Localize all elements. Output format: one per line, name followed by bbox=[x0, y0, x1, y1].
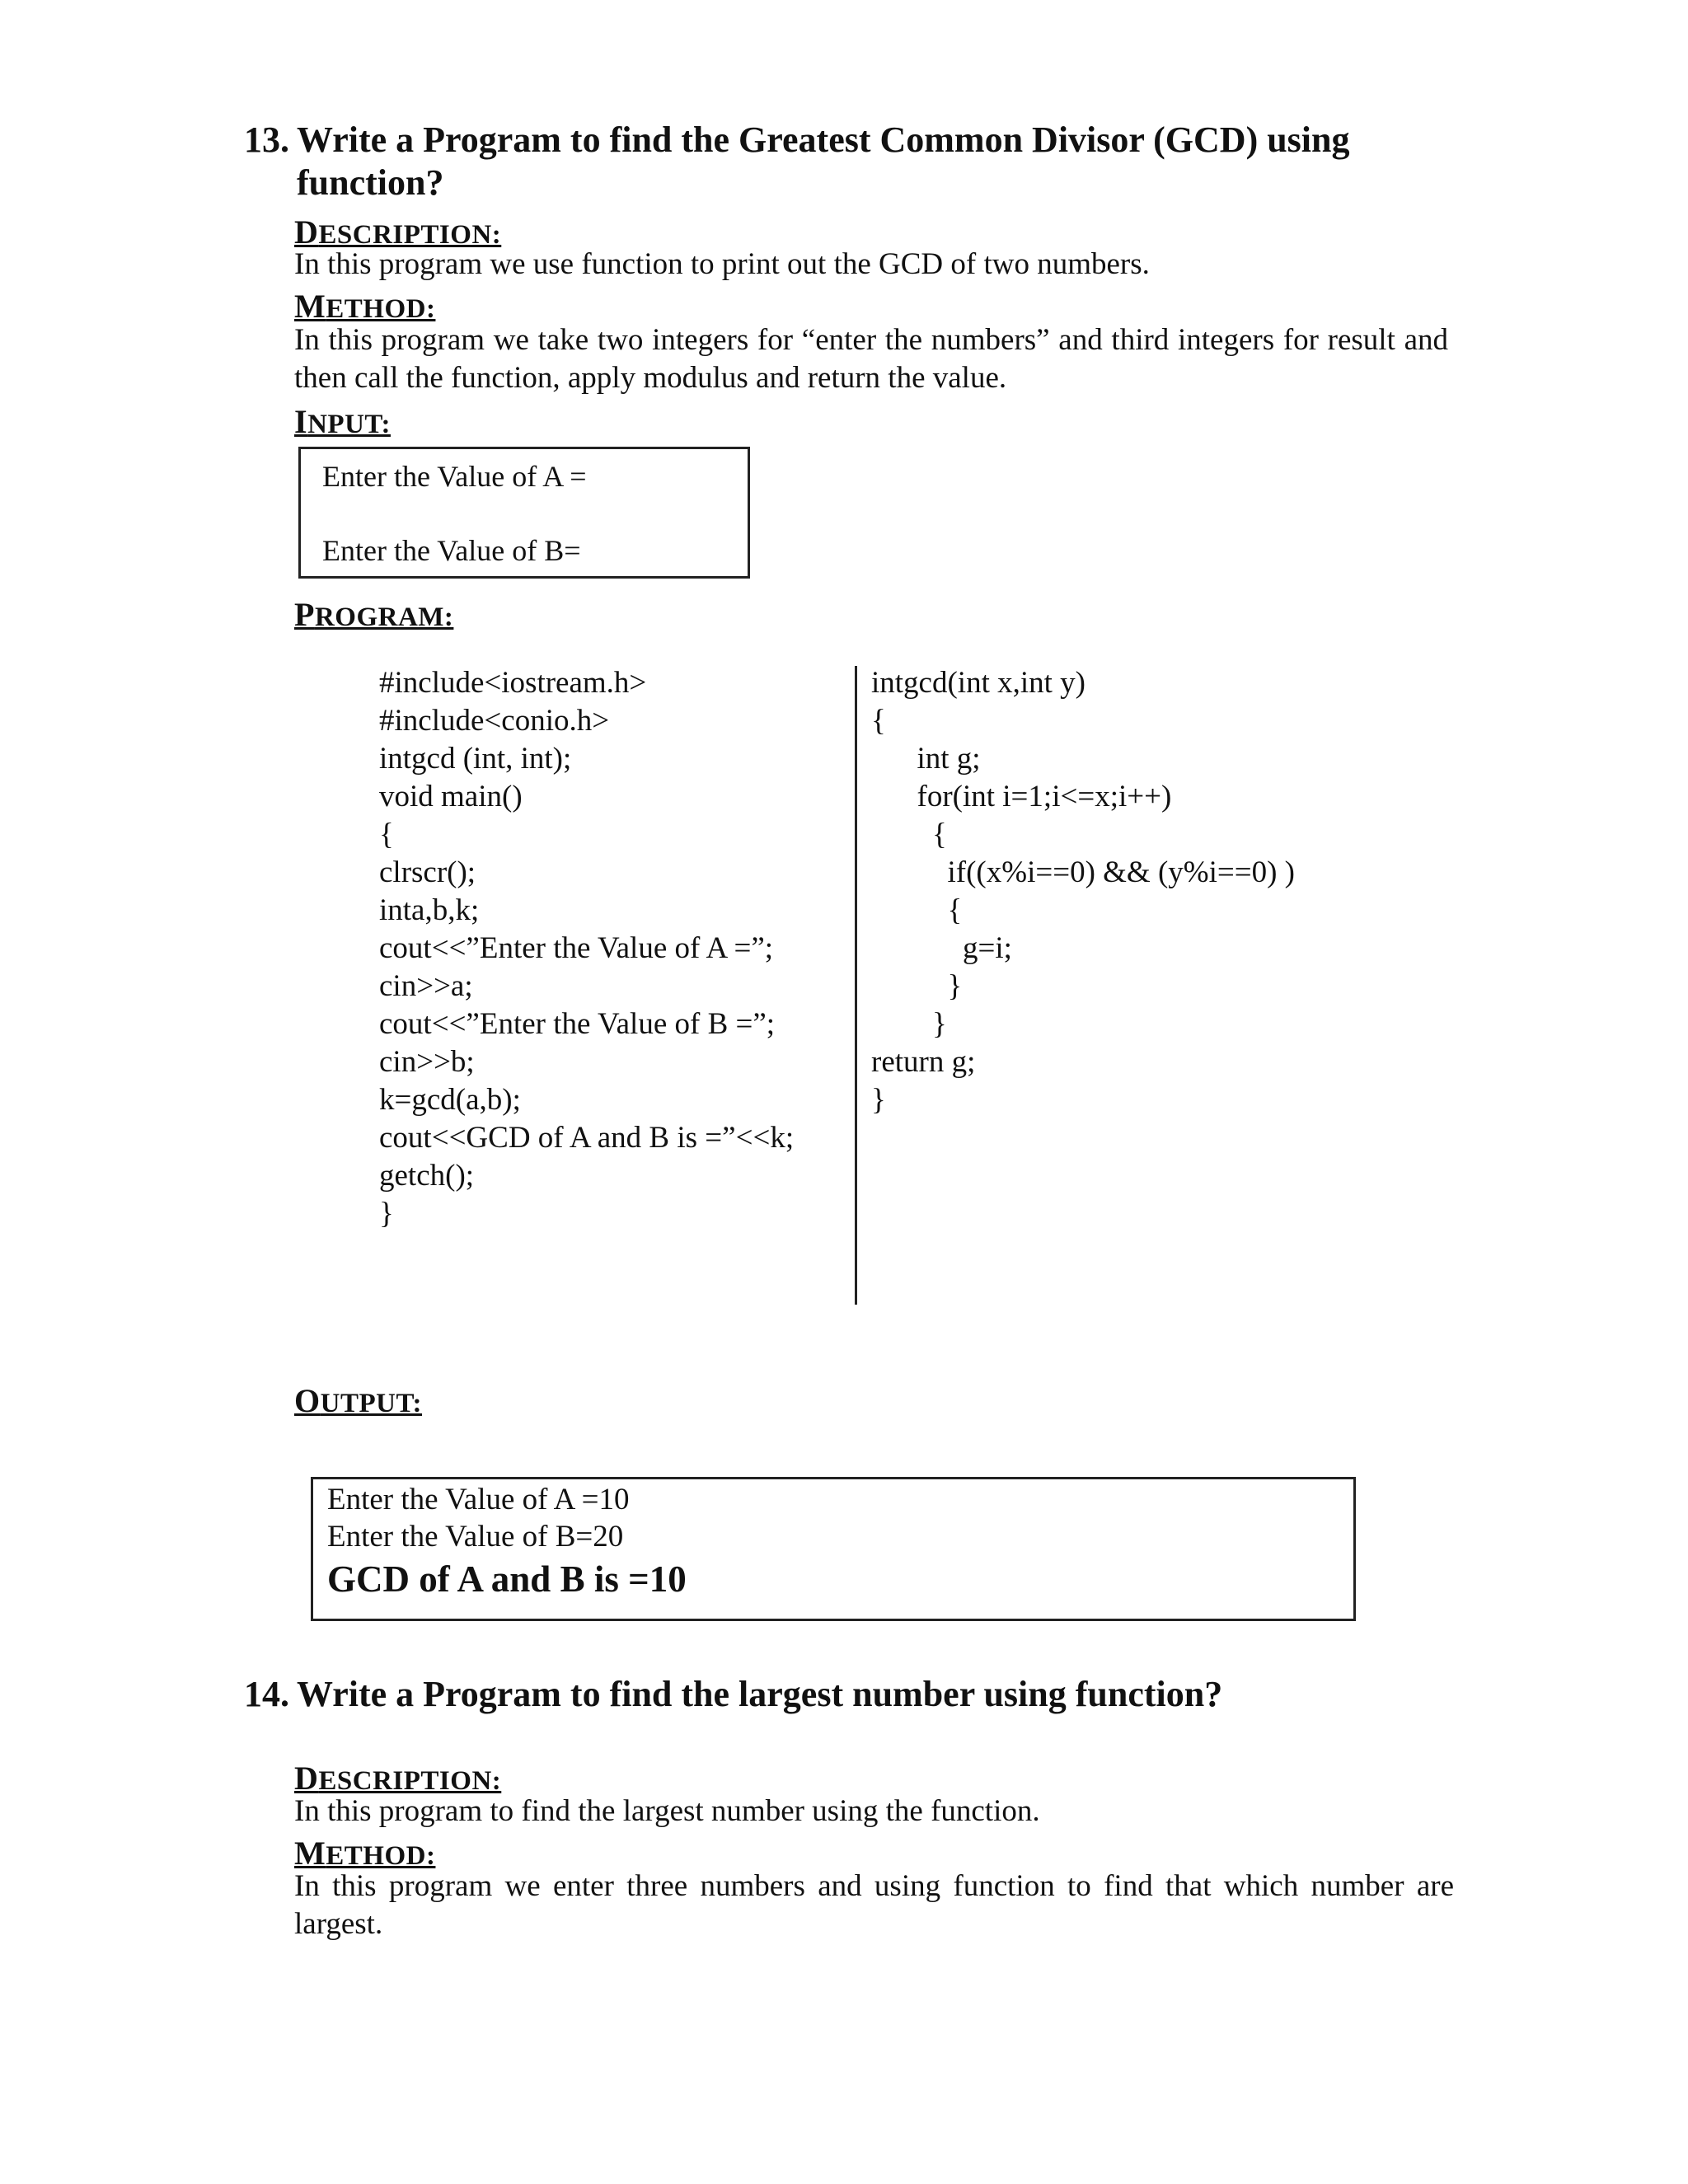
gcd-code-line: } bbox=[871, 969, 963, 1003]
main-code-line: k=gcd(a,b); bbox=[379, 1083, 521, 1117]
q14-description-text: In this program to find the largest number using the function. bbox=[294, 1794, 1040, 1828]
q13-output-label: OUTPUT: bbox=[294, 1382, 423, 1419]
q13-output-line-b: Enter the Value of B=20 bbox=[327, 1520, 624, 1554]
q13-output-result: GCD of A and B is =10 bbox=[327, 1558, 687, 1600]
q13-output-line-a: Enter the Value of A =10 bbox=[327, 1483, 630, 1516]
gcd-code-line: intgcd(int x,int y) bbox=[871, 666, 1085, 700]
q13-description-text: In this program we use function to print out the GCD of two numbers. bbox=[294, 247, 1150, 281]
gcd-code-line: } bbox=[871, 1083, 886, 1117]
gcd-code-line: { bbox=[871, 893, 963, 927]
q13-method-text: In this program we take two integers for “enter the numbers” and third integers for result and then call the function, apply modulus and return the value. bbox=[294, 323, 1448, 395]
q13-input-line-b: Enter the Value of B= bbox=[322, 534, 581, 567]
q13-description-label: DESCRIPTION: bbox=[294, 213, 502, 251]
main-code-line: inta,b,k; bbox=[379, 893, 480, 927]
gcd-code-line: return g; bbox=[871, 1045, 976, 1079]
main-code-line: cout<<”Enter the Value of B =”; bbox=[379, 1007, 776, 1041]
q13-title-line1: Write a Program to find the Greatest Common Divisor (GCD) using bbox=[297, 120, 1350, 160]
q14-title-text: Write a Program to find the largest number using function? bbox=[297, 1674, 1223, 1714]
main-code-line: cout<<”Enter the Value of A =”; bbox=[379, 931, 774, 965]
q13-program-label: PROGRAM: bbox=[294, 596, 454, 633]
code-column-divider bbox=[855, 666, 857, 1305]
q14-number: 14. bbox=[244, 1674, 289, 1714]
q13-title bbox=[244, 119, 1480, 204]
q14-title bbox=[244, 1673, 1480, 1716]
main-code-line: cin>>a; bbox=[379, 969, 473, 1003]
main-code-line: cin>>b; bbox=[379, 1045, 475, 1079]
gcd-code-line: { bbox=[871, 704, 886, 738]
q13-title-line2: function? bbox=[297, 162, 444, 203]
q13-input-box bbox=[298, 447, 750, 579]
main-code-line: #include<iostream.h> bbox=[379, 666, 647, 700]
q14-method-label: METHOD: bbox=[294, 1835, 436, 1872]
q14-method-text: In this program we enter three numbers and using function to find that which number are largest. bbox=[294, 1869, 1454, 1941]
q13-output-box bbox=[311, 1477, 1356, 1621]
q13-program-main bbox=[379, 664, 794, 1233]
main-code-line: cout<<GCD of A and B is =”<<k; bbox=[379, 1121, 795, 1155]
gcd-code-line: g=i; bbox=[871, 931, 1012, 965]
main-code-line: intgcd (int, int); bbox=[379, 742, 572, 776]
main-code-line: #include<conio.h> bbox=[379, 704, 610, 738]
q13-input-line-a: Enter the Value of A = bbox=[322, 460, 587, 493]
q13-program-gcd-function bbox=[871, 664, 1295, 1119]
main-code-line: clrscr(); bbox=[379, 855, 476, 889]
q13-number: 13. bbox=[244, 120, 289, 160]
gcd-code-line: int g; bbox=[871, 742, 981, 776]
gcd-code-line: for(int i=1;i<=x;i++) bbox=[871, 780, 1172, 813]
gcd-code-line: if((x%i==0) && (y%i==0) ) bbox=[871, 855, 1296, 889]
q13-method-label: METHOD: bbox=[294, 288, 436, 325]
main-code-line: void main() bbox=[379, 780, 523, 813]
q14-description-label: DESCRIPTION: bbox=[294, 1760, 502, 1797]
main-code-line: } bbox=[379, 1197, 394, 1230]
main-code-line: getch(); bbox=[379, 1159, 475, 1193]
q13-input-label: INPUT: bbox=[294, 403, 391, 440]
main-code-line: { bbox=[379, 818, 394, 851]
gcd-code-line: } bbox=[871, 1007, 947, 1041]
gcd-code-line: { bbox=[871, 818, 947, 851]
